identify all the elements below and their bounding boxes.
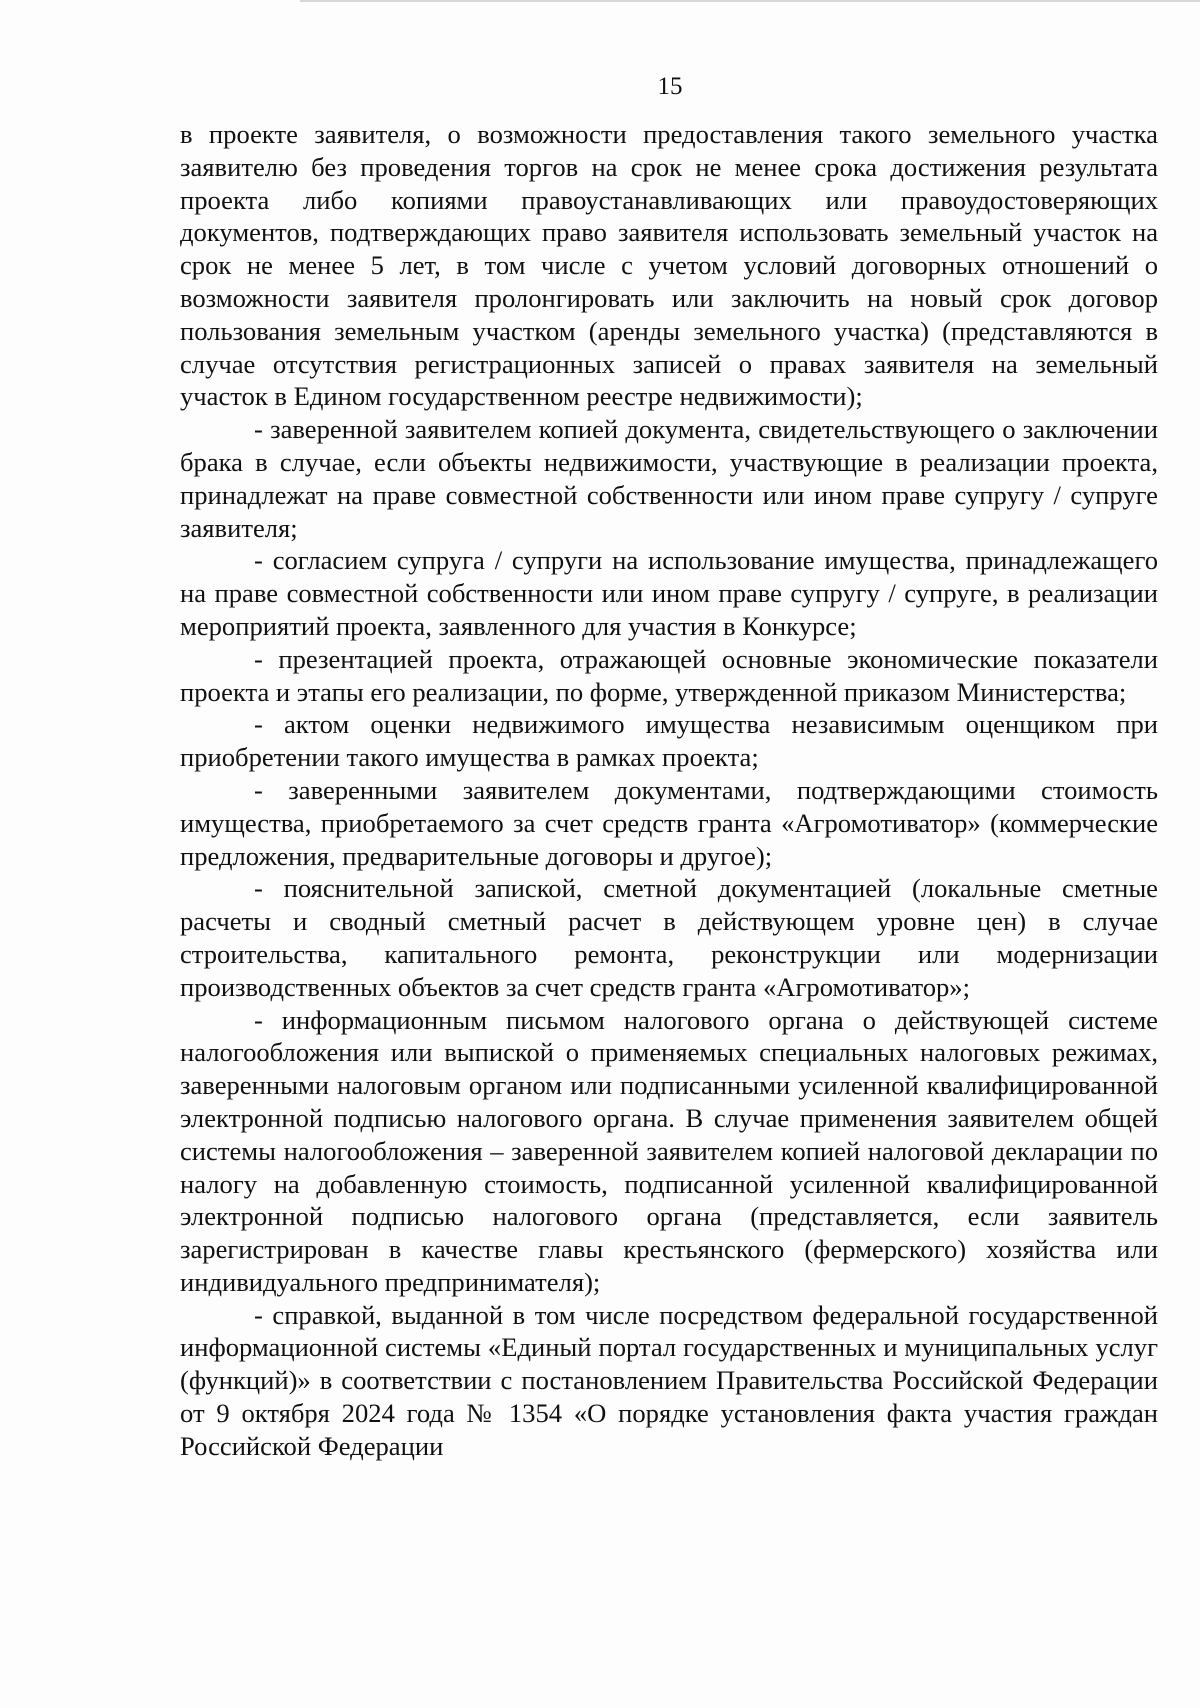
list-item-marriage-certificate: - заверенной заявителем копией документа, свидетельствующего о заключении брака в случае, если объекты недвижимости, участвующие в реализации проекта, принадлежат на праве совместной собственности или ином праве супругу / супруге заявителя; <box>180 414 1158 543</box>
list-item-spouse-consent: - согласием супруга / супруги на использование имущества, принадлежащего на праве совместной собственности или ином праве супругу / супруге, в реализации мероприятий проекта, заявленного для участия в Конкурсе; <box>180 545 1158 641</box>
list-item-cost-documents: - заверенными заявителем документами, подтверждающими стоимость имущества, приобретаемого за счет средств гранта «Агромотиватор» (коммерческие предложения, предварительные договоры и другое); <box>180 774 1158 871</box>
list-item-project-presentation: - презентацией проекта, отражающей основные экономические показатели проекта и этапы его реализации, по форме, утвержденной приказом Министерства; <box>180 643 1158 707</box>
paragraph-continuation: в проекте заявителя, о возможности предоставления такого земельного участка заявителю без проведения торгов на срок не менее срока достижения результата проекта либо копиями правоустанавливающих или правоудостоверяющих документов, подтверждающих право заявителя использовать земельный участок на срок не менее 5 лет, в том числе с учетом условий договорных отношений о возможности заявителя пролонгировать или заключить на новый срок договор пользования земельным участком (аренды земельного участка) (представляются в случае отсутствия регистрационных записей о правах заявителя на земельный участок в Едином государственном реестре недвижимости); <box>180 119 1158 412</box>
page-number: 15 <box>657 73 683 100</box>
list-item-tax-letter: - информационным письмом налогового органа о действующей системе налогообложения или выпиской о применяемых специальных налоговых режимах, заверенными налоговым органом или подписанными усиленной квалифицированной электронной подписью налогового органа. В случае применения заявителем общей системы налогообложения – заверенной заявителем копией налоговой декларации по налогу на добавленную стоимость, подписанной усиленной квалифицированной электронной подписью налогового органа (представляется, если заявитель зарегистрирован в качестве главы крестьянского (фермерского) хозяйства или индивидуального предпринимателя); <box>180 1004 1158 1297</box>
list-item-property-valuation: - актом оценки недвижимого имущества независимым оценщиком при приобретении такого имущества в рамках проекта; <box>180 709 1158 773</box>
document-body <box>180 118 1158 1463</box>
scan-top-edge <box>300 0 1200 2</box>
list-item-reference-certificate: - справкой, выданной в том числе посредством федеральной государственной информационной системы «Единый портал государственных и муниципальных услуг (функций)» в соответствии с постановлением Правительства Российской Федерации от 9 октября 2024 года № 1354 «О порядке установления факта участия граждан Российской Федерации <box>180 1299 1158 1461</box>
list-item-estimate-documentation: - пояснительной запиской, сметной документацией (локальные сметные расчеты и сводный сметный расчет в действующем уровне цен) в случае строительства, капитального ремонта, реконструкции или модернизации производственных объектов за счет средств гранта «Агромотиватор»; <box>180 873 1158 1002</box>
